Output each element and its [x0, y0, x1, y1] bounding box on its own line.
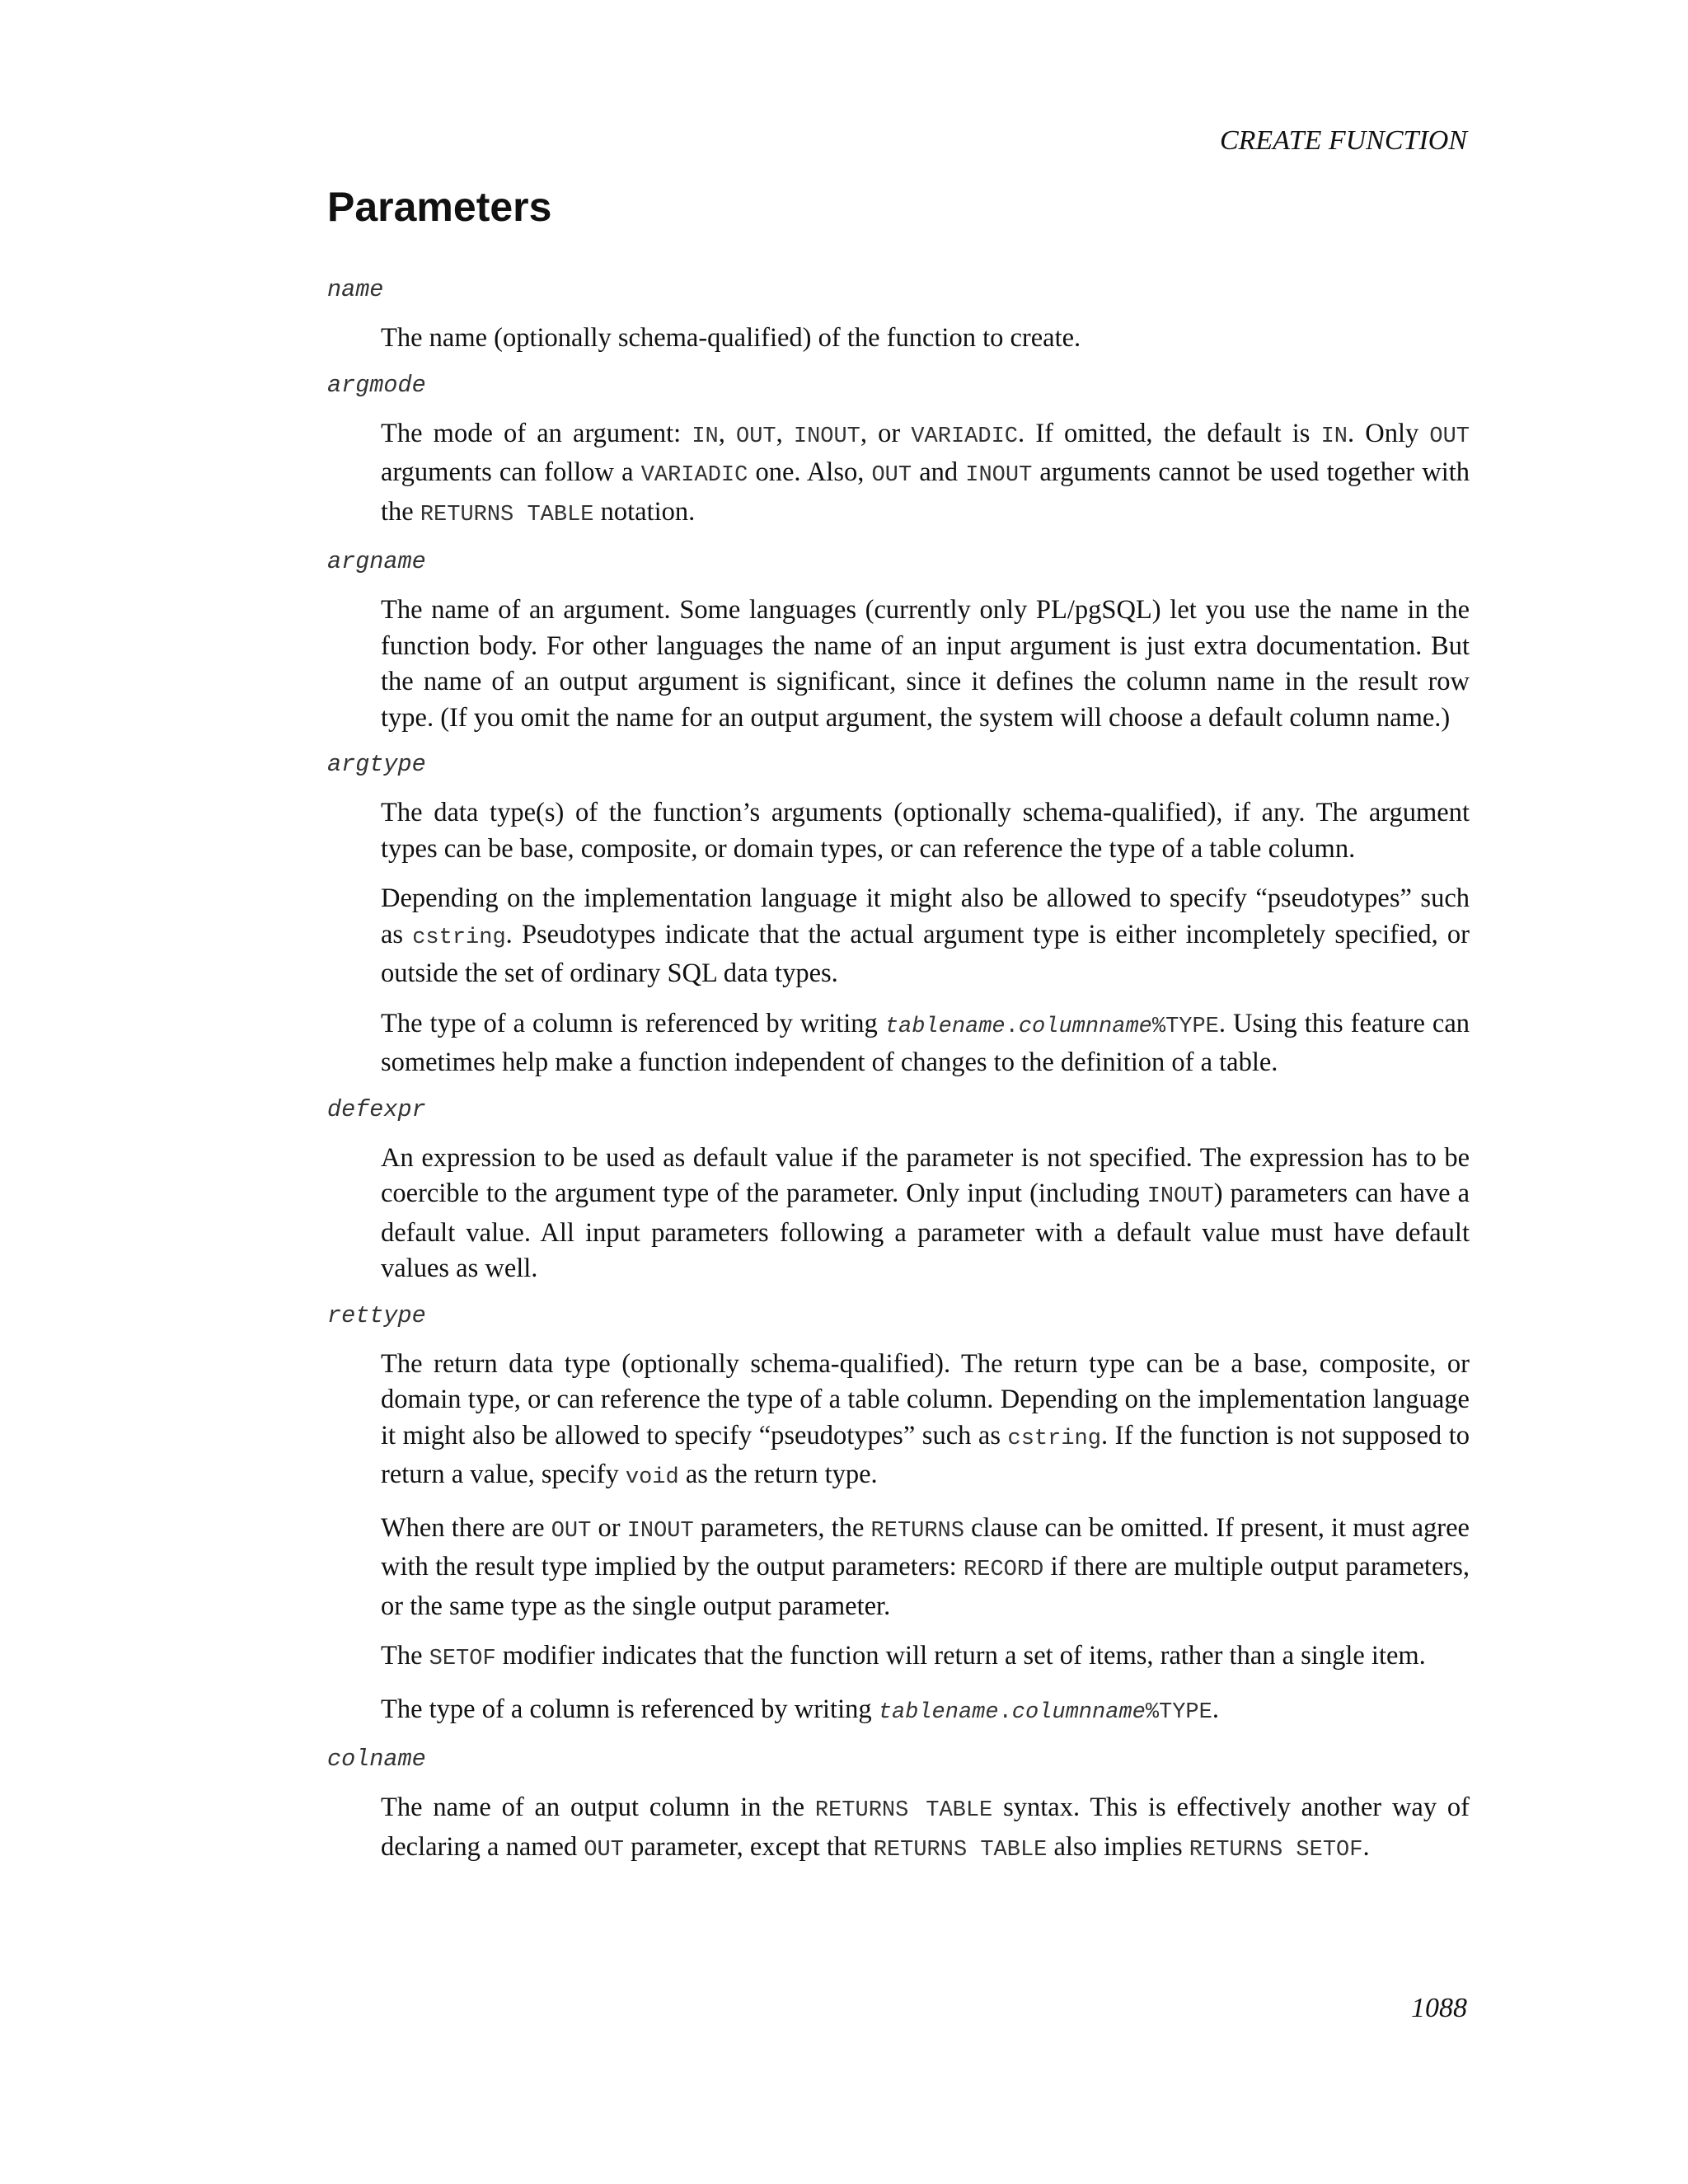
definition-paragraph [381, 1790, 1470, 1868]
code-literal: . [1005, 1014, 1019, 1039]
parameter-definition [381, 1333, 1470, 1744]
text-run: When there are [381, 1512, 551, 1543]
definition-paragraph [381, 881, 1470, 992]
parameter-term: name [327, 276, 384, 303]
running-header: CREATE FUNCTION [1219, 125, 1467, 156]
text-run: . Only [1348, 418, 1430, 448]
code-literal: RECORD [964, 1558, 1044, 1582]
code-literal: %TYPE [1145, 1699, 1212, 1725]
text-run: The type of a column is referenced by writing [381, 1008, 885, 1038]
definition-paragraph [381, 416, 1470, 534]
text-run: clause can be omitted. If present, it must agree with the result type implied by the output parameters: [381, 1512, 1470, 1582]
code-literal: IN [692, 424, 719, 449]
definition-paragraph [381, 1006, 1470, 1081]
definition-paragraph [381, 1347, 1470, 1497]
text-run: The return data type (optionally schema-qualified). The return type can be a base, composite, or domain type, or can reference the type of a table column. Depending on the implementation language it might also be allowed to specify “pseudotypes” such as [381, 1348, 1470, 1451]
code-placeholder: columnname [1011, 1699, 1146, 1725]
code-literal: . [998, 1699, 1012, 1725]
code-literal: cstring [412, 925, 506, 950]
text-run: as the return type. [678, 1460, 878, 1489]
text-run: also implies [1047, 1831, 1189, 1862]
text-run: , [718, 418, 736, 448]
code-literal: RETURNS TABLE [814, 1798, 993, 1823]
text-run: and [912, 457, 966, 487]
section-title: Parameters [327, 184, 552, 230]
code-placeholder: columnname [1018, 1014, 1152, 1039]
parameter-term: argtype [327, 751, 426, 778]
parameter-term: argname [327, 548, 426, 575]
code-literal: SETOF [429, 1647, 496, 1671]
text-run: syntax. This is effectively another way of declaring a named [381, 1793, 1470, 1862]
parameter-definition [381, 402, 1470, 546]
parameter-list [327, 274, 1470, 1881]
parameter-term: defexpr [327, 1095, 426, 1123]
text-run: The data type(s) of the function’s arguments (optionally schema-qualified), if any. The argument types can be base, composite, or domain types, or can reference the type of a table column. [381, 798, 1470, 864]
code-literal: VARIADIC [911, 424, 1018, 449]
text-run: The [381, 1641, 429, 1671]
text-run: , [776, 418, 794, 448]
code-literal: INOUT [626, 1518, 694, 1544]
text-run: , or [860, 418, 912, 448]
parameter-term: colname [327, 1746, 426, 1773]
code-literal: cstring [1007, 1426, 1101, 1451]
definition-paragraph [381, 795, 1470, 867]
code-placeholder: tablename [878, 1699, 999, 1725]
code-placeholder: tablename [884, 1014, 1006, 1039]
parameter-definition [381, 1776, 1470, 1881]
code-literal: RETURNS TABLE [420, 502, 594, 527]
text-run: ) parameters can have a default value. All input parameters following a parameter with a default value must have default values as well. [381, 1179, 1470, 1283]
parameter-term: rettype [327, 1301, 426, 1329]
parameter-definition [381, 781, 1470, 1094]
code-literal: IN [1320, 424, 1348, 449]
text-run: . If the function is not supposed to return a value, specify [381, 1420, 1470, 1489]
text-run: . [1212, 1694, 1219, 1724]
code-literal: VARIADIC [640, 463, 748, 488]
text-run: . Using this feature can sometimes help make a function independent of changes to the definition of a table. [381, 1008, 1470, 1077]
code-literal: OUT [584, 1837, 624, 1863]
text-run: An expression to be used as default value if the parameter is not specified. The expression has to be coercible to the argument type of the parameter. Only input (including [381, 1142, 1470, 1208]
text-run: arguments cannot be used together with the [381, 457, 1470, 527]
page-number: 1088 [1411, 1993, 1467, 2023]
text-run: The name (optionally schema-qualified) of the function to create. [381, 323, 1081, 353]
code-literal: OUT [551, 1518, 592, 1544]
code-literal: RETURNS TABLE [873, 1837, 1048, 1863]
definition-paragraph [381, 1692, 1470, 1732]
text-run: . If omitted, the default is [1017, 418, 1321, 448]
code-literal: RETURNS SETOF [1189, 1837, 1363, 1863]
parameter-term: argmode [327, 371, 426, 399]
text-run: . Pseudotypes indicate that the actual argument type is either incompletely specified, or outside the set of ordinary SQL data types. [381, 919, 1470, 988]
code-literal: void [625, 1465, 679, 1490]
definition-paragraph [381, 1511, 1470, 1625]
definition-paragraph [381, 1141, 1470, 1287]
parameter-definition [381, 579, 1470, 748]
definition-paragraph [381, 593, 1470, 736]
parameter-definition [381, 307, 1470, 369]
text-run: The type of a column is referenced by writing [381, 1694, 879, 1724]
text-run: parameter, except that [623, 1831, 874, 1862]
definition-paragraph [381, 321, 1470, 357]
text-run: Depending on the implementation language it might also be allowed to specify “pseudotypes” such as [381, 883, 1470, 949]
text-run: parameters, the [693, 1512, 871, 1543]
code-literal: OUT [736, 424, 776, 449]
code-literal: RETURNS [870, 1518, 964, 1544]
code-literal: OUT [1429, 424, 1470, 449]
text-run: notation. [593, 496, 696, 527]
text-run: . [1362, 1831, 1370, 1862]
text-run: one. Also, [748, 457, 872, 487]
text-run: modifier indicates that the function will return a set of items, rather than a single item. [495, 1641, 1426, 1671]
text-run: or [591, 1512, 627, 1543]
code-literal: INOUT [965, 463, 1033, 488]
text-run: The name of an argument. Some languages (currently only PL/pgSQL) let you use the name in the function body. For other languages the name of an input argument is just extra documentation. But the name of an output argument is significant, since it defines the column name in the result row type. (If you omit the name for an output argument, the system will choose a default column name.) [381, 595, 1470, 733]
code-literal: INOUT [1146, 1184, 1214, 1209]
parameter-definition [381, 1127, 1470, 1300]
text-run: arguments can follow a [381, 457, 641, 487]
code-literal: OUT [871, 463, 912, 488]
text-run: The mode of an argument: [381, 418, 692, 448]
code-literal: %TYPE [1151, 1014, 1219, 1039]
text-run: The name of an output column in the [381, 1793, 815, 1822]
text-run: if there are multiple output parameters, or the same type as the single output parameter. [381, 1552, 1470, 1621]
code-literal: INOUT [793, 424, 860, 449]
definition-paragraph [381, 1638, 1470, 1678]
